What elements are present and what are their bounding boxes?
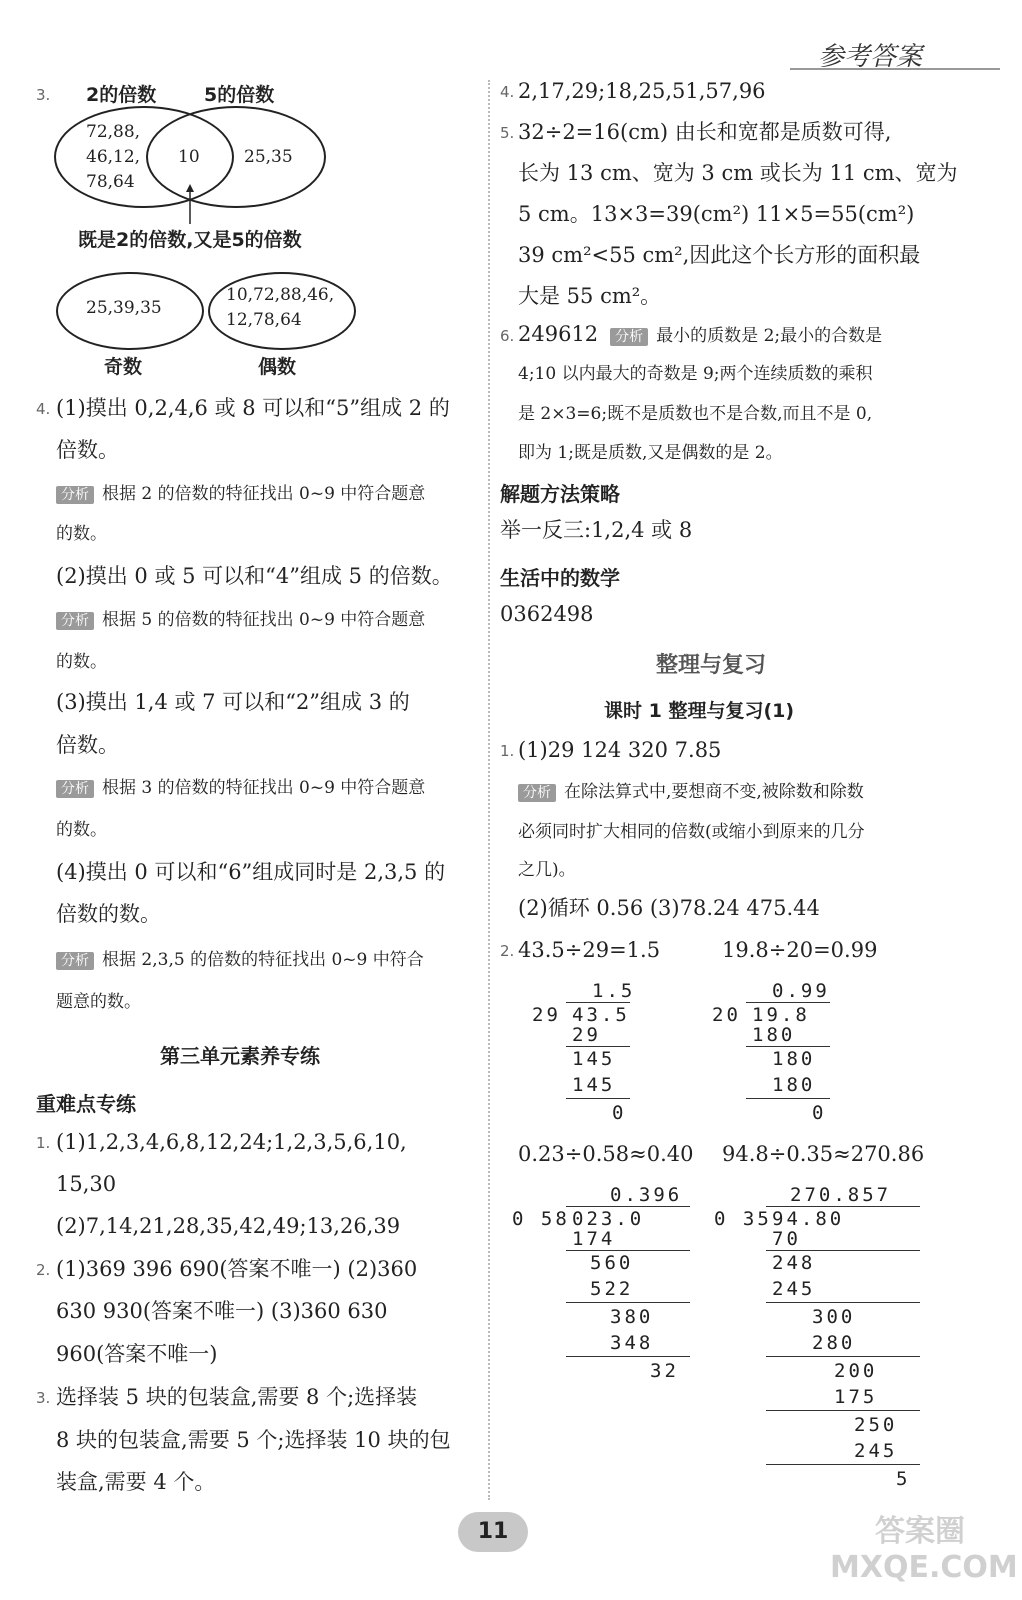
div2-divisor: 20 bbox=[712, 1004, 741, 1026]
r5-line2: 长为 13 cm、宽为 3 cm 或长为 11 cm、宽为 bbox=[518, 161, 958, 185]
key-practice-title: 重难点专练 bbox=[36, 1092, 136, 1116]
div3-rule bbox=[566, 1356, 690, 1357]
k2-line3: 960(答案不唯一) bbox=[56, 1342, 218, 1366]
div3-step: 560 bbox=[590, 1252, 634, 1274]
div4-step: 175 bbox=[834, 1386, 878, 1408]
watermark: 答案圈 MXQE.COM bbox=[830, 1514, 1018, 1585]
div3-dividend: 023.0 bbox=[572, 1208, 645, 1230]
div3-remainder: 32 bbox=[650, 1360, 679, 1382]
analysis-3-text: 根据 3 的倍数的特征找出 0~9 中符合题意 bbox=[102, 778, 426, 798]
div3-divisor: 0 58 bbox=[512, 1208, 570, 1230]
k1-line2: 15,30 bbox=[56, 1172, 117, 1196]
div1-bracket bbox=[566, 1002, 630, 1003]
k2-line2: 630 930(答案不唯一) (3)360 630 bbox=[56, 1299, 388, 1323]
div1-step: 29 bbox=[572, 1024, 601, 1046]
venn-circle-5 bbox=[146, 106, 326, 208]
q4-3-line2: 倍数。 bbox=[56, 733, 119, 757]
k1-line3: (2)7,14,21,28,35,42,49;13,26,39 bbox=[56, 1214, 401, 1238]
analysis-4-text: 根据 2,3,5 的倍数的特征找出 0~9 中符合 bbox=[102, 950, 424, 970]
analysis-2-text: 根据 5 的倍数的特征找出 0~9 中符合题意 bbox=[102, 610, 426, 630]
r6-analysis-text: 最小的质数是 2;最小的合数是 bbox=[656, 326, 883, 346]
k1-line1: (1)1,2,3,4,6,8,12,24;1,2,3,5,6,10, bbox=[56, 1130, 407, 1154]
div4-step: 70 bbox=[772, 1228, 801, 1250]
life-math-answer: 0362498 bbox=[500, 602, 594, 626]
div4-rule bbox=[766, 1464, 920, 1465]
k3-line3: 装盒,需要 4 个。 bbox=[56, 1470, 216, 1494]
k3-line1: 选择装 5 块的包装盒,需要 8 个;选择装 bbox=[56, 1385, 418, 1409]
div1-remainder: 0 bbox=[612, 1102, 627, 1124]
div4-step: 200 bbox=[834, 1360, 878, 1382]
venn-caption: 既是2的倍数,又是5的倍数 bbox=[78, 229, 302, 251]
r4-line: 2,17,29;18,25,51,57,96 bbox=[518, 79, 766, 103]
div3-quotient: 0.396 bbox=[610, 1184, 683, 1206]
div4-divisor: 0 35 bbox=[714, 1208, 772, 1230]
even-values-2: 12,78,64 bbox=[226, 310, 302, 330]
p2-number: 2. bbox=[500, 942, 515, 960]
venn-label-multiples-5: 5的倍数 bbox=[204, 84, 275, 106]
venn-right-values: 25,35 bbox=[244, 147, 293, 167]
k1-number: 1. bbox=[36, 1134, 51, 1152]
r6-answer: 249612 bbox=[518, 322, 599, 346]
unit3-title: 第三单元素养专练 bbox=[160, 1044, 320, 1068]
life-math-title: 生活中的数学 bbox=[500, 566, 620, 590]
venn-intersection-values: 10 bbox=[178, 147, 200, 167]
analysis-tag: 分析 bbox=[610, 328, 648, 346]
q4-4-line1: (4)摸出 0 可以和“6”组成同时是 2,3,5 的 bbox=[56, 860, 446, 884]
p2-eq2: 19.8÷20=0.99 bbox=[722, 938, 878, 962]
analysis-3-line1 bbox=[56, 778, 425, 798]
r6-line2: 4;10 以内最大的奇数是 9;两个连续质数的乘积 bbox=[518, 364, 873, 384]
q4-2-line: (2)摸出 0 或 5 可以和“4”组成 5 的倍数。 bbox=[56, 564, 453, 588]
div3-rule bbox=[566, 1302, 690, 1303]
analysis-4-line1 bbox=[56, 950, 424, 970]
div2-step: 180 bbox=[772, 1048, 816, 1070]
analysis-2-line2: 的数。 bbox=[56, 652, 107, 672]
div4-step: 245 bbox=[854, 1440, 898, 1462]
r6-line4: 即为 1;既是质数,又是偶数的是 2。 bbox=[518, 443, 783, 463]
div4-step: 248 bbox=[772, 1252, 816, 1274]
r4-number: 4. bbox=[500, 83, 515, 101]
analysis-2-line1 bbox=[56, 610, 425, 630]
r5-number: 5. bbox=[500, 124, 515, 142]
div4-dividend: 94.80 bbox=[772, 1208, 845, 1230]
div3-step: 348 bbox=[610, 1332, 654, 1354]
div4-step: 250 bbox=[854, 1414, 898, 1436]
div1-quotient: 1.5 bbox=[592, 980, 636, 1002]
header-rule bbox=[790, 68, 1000, 70]
p1-line: (1)29 124 320 7.85 bbox=[518, 738, 722, 762]
q4-4-line2: 倍数的数。 bbox=[56, 902, 161, 926]
page-number: 11 bbox=[477, 1519, 509, 1544]
div4-step: 300 bbox=[812, 1306, 856, 1328]
lesson-title: 课时 1 整理与复习(1) bbox=[604, 700, 795, 722]
p2-eq3: 0.23÷0.58≈0.40 bbox=[518, 1142, 694, 1166]
p2-eq4: 94.8÷0.35≈270.86 bbox=[722, 1142, 925, 1166]
analysis-1-line1 bbox=[56, 484, 425, 504]
q4-3-line1: (3)摸出 1,4 或 7 可以和“2”组成 3 的 bbox=[56, 690, 410, 714]
div4-rule bbox=[766, 1410, 920, 1411]
r5-line3: 5 cm。13×3=39(cm²) 11×5=55(cm²) bbox=[518, 202, 915, 226]
odd-label: 奇数 bbox=[104, 356, 143, 378]
analysis-tag: 分析 bbox=[56, 780, 94, 798]
div4-remainder: 5 bbox=[896, 1468, 911, 1490]
div2-quotient: 0.99 bbox=[772, 980, 830, 1002]
column-divider bbox=[488, 80, 490, 1500]
p1-number: 1. bbox=[500, 742, 515, 760]
analysis-1-line2: 的数。 bbox=[56, 524, 107, 544]
venn-left-values-3: 78,64 bbox=[86, 172, 135, 192]
p1-analysis-line3: 之几)。 bbox=[518, 860, 576, 880]
venn-left-values-2: 46,12, bbox=[86, 147, 141, 167]
p1-2-line: (2)循环 0.56 (3)78.24 475.44 bbox=[518, 896, 820, 920]
review-title: 整理与复习 bbox=[656, 653, 767, 678]
div1-dividend: 43.5 bbox=[572, 1004, 630, 1026]
div4-quotient: 270.857 bbox=[790, 1184, 892, 1206]
venn-pointer-arrow bbox=[180, 184, 200, 226]
div2-step: 180 bbox=[772, 1074, 816, 1096]
analysis-3-line2: 的数。 bbox=[56, 820, 107, 840]
page-number-badge bbox=[458, 1512, 528, 1552]
q4-1-line1: (1)摸出 0,2,4,6 或 8 可以和“5”组成 2 的 bbox=[56, 396, 450, 420]
p1-analysis-line2: 必须同时扩大相同的倍数(或缩小到原来的几分 bbox=[518, 822, 865, 842]
q3-number: 3. bbox=[36, 86, 51, 104]
div4-rule bbox=[766, 1302, 920, 1303]
div3-step: 380 bbox=[610, 1306, 654, 1328]
div3-step: 522 bbox=[590, 1278, 634, 1300]
q4-1-line2: 倍数。 bbox=[56, 438, 119, 462]
div4-step: 280 bbox=[812, 1332, 856, 1354]
p1-analysis-text: 在除法算式中,要想商不变,被除数和除数 bbox=[564, 782, 864, 802]
analysis-tag: 分析 bbox=[56, 612, 94, 630]
even-label: 偶数 bbox=[258, 356, 297, 378]
r5-line5: 大是 55 cm²。 bbox=[518, 284, 662, 308]
div4-rule bbox=[766, 1356, 920, 1357]
div2-bracket bbox=[746, 1002, 830, 1003]
r5-line4: 39 cm²<55 cm²,因此这个长方形的面积最 bbox=[518, 243, 921, 267]
even-values-1: 10,72,88,46, bbox=[226, 285, 335, 305]
div4-step: 245 bbox=[772, 1278, 816, 1300]
r5-line1: 32÷2=16(cm) 由长和宽都是质数可得, bbox=[518, 120, 892, 144]
div1-divisor: 29 bbox=[532, 1004, 561, 1026]
header-title: 参考答案 bbox=[818, 42, 923, 72]
div1-step: 145 bbox=[572, 1048, 616, 1070]
q4-number: 4. bbox=[36, 400, 51, 418]
k3-number: 3. bbox=[36, 1389, 51, 1407]
method-title: 解题方法策略 bbox=[500, 482, 620, 506]
div2-rule bbox=[746, 1098, 830, 1099]
k2-number: 2. bbox=[36, 1261, 51, 1279]
analysis-tag: 分析 bbox=[56, 486, 94, 504]
r6-line1 bbox=[518, 322, 882, 346]
div1-rule bbox=[566, 1098, 630, 1099]
r6-number: 6. bbox=[500, 327, 515, 345]
k2-line1: (1)369 396 690(答案不唯一) (2)360 bbox=[56, 1257, 418, 1281]
odd-values: 25,39,35 bbox=[86, 298, 162, 318]
p2-eq1: 43.5÷29=1.5 bbox=[518, 938, 661, 962]
k3-line2: 8 块的包装盒,需要 5 个;选择装 10 块的包 bbox=[56, 1428, 451, 1452]
div3-step: 174 bbox=[572, 1228, 616, 1250]
analysis-tag: 分析 bbox=[56, 952, 94, 970]
p1-analysis-line1 bbox=[518, 782, 864, 802]
div2-remainder: 0 bbox=[812, 1102, 827, 1124]
div1-step: 145 bbox=[572, 1074, 616, 1096]
venn-label-multiples-2: 2的倍数 bbox=[86, 84, 157, 106]
div2-step: 180 bbox=[752, 1024, 796, 1046]
analysis-1-text: 根据 2 的倍数的特征找出 0~9 中符合题意 bbox=[102, 484, 426, 504]
analysis-4-line2: 题意的数。 bbox=[56, 992, 141, 1012]
method-answer: 举一反三:1,2,4 或 8 bbox=[500, 518, 693, 542]
venn-left-values-1: 72,88, bbox=[86, 122, 141, 142]
r6-line3: 是 2×3=6;既不是质数也不是合数,而且不是 0, bbox=[518, 404, 873, 424]
div2-dividend: 19.8 bbox=[752, 1004, 810, 1026]
analysis-tag: 分析 bbox=[518, 784, 556, 802]
